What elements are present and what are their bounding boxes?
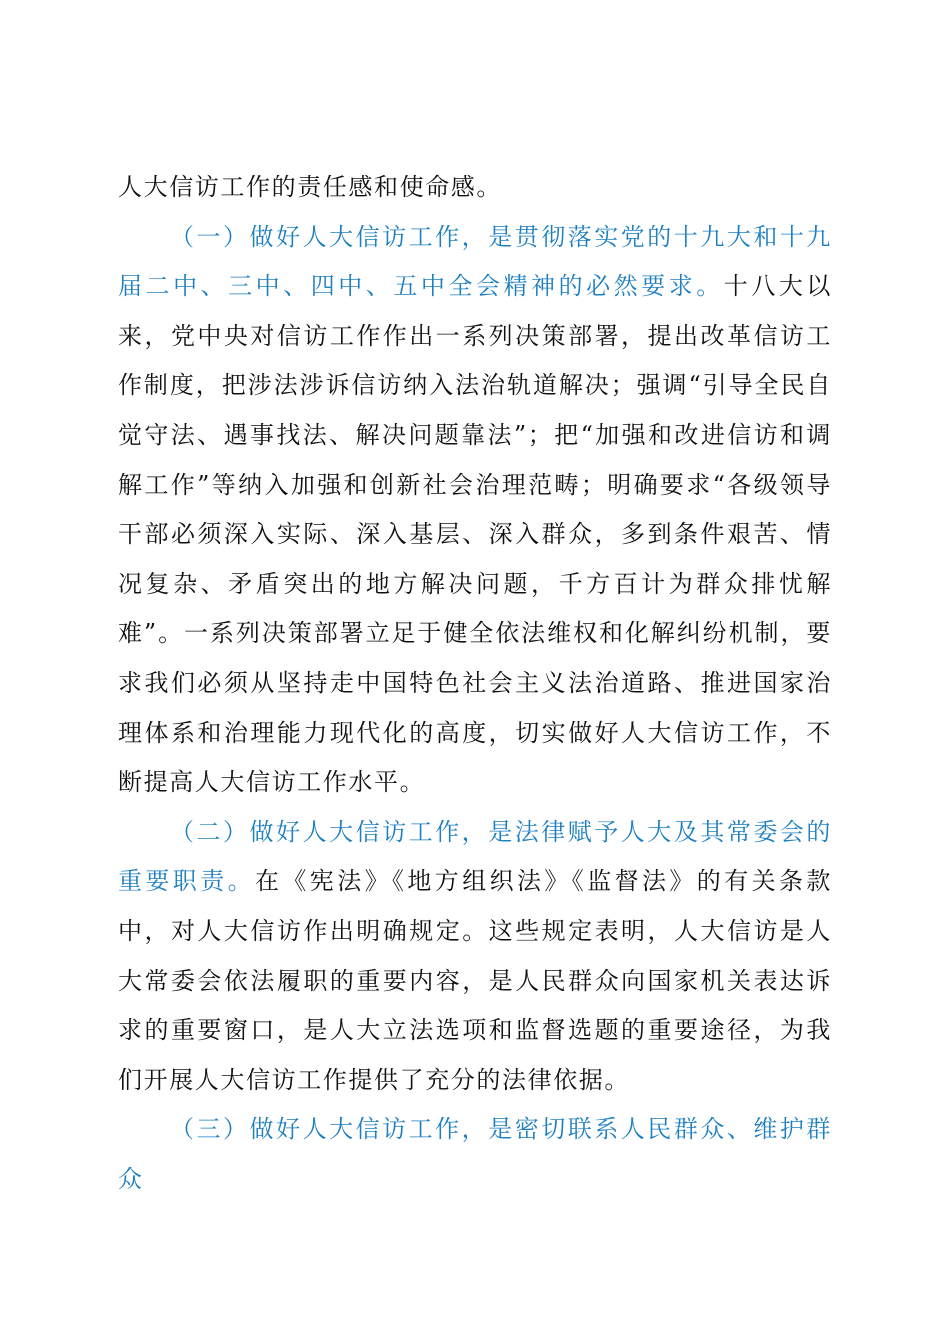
section-heading-2: （二）做好人大信访工作，是法律赋予人大及其常委会的重要职责。 bbox=[118, 817, 832, 896]
paragraph-body: 在《宪法》《地方组织法》《监督法》的有关条款中，对人大信访作出明确规定。这些规定表明，人大信访是人大常委会依法履职的重要内容，是人民群众向国家机关表达诉求的重要窗口，是人大立法选项和监督选题的重要途径，为我们开展人大信访工作提供了充分的法律依据。 bbox=[118, 867, 832, 1094]
document-body bbox=[118, 163, 832, 1204]
paragraph-continuation bbox=[118, 163, 832, 213]
section-heading-3: （三）做好人大信访工作，是密切联系人民群众、维护群众 bbox=[118, 1115, 832, 1193]
paragraph-body: 十八大以来，党中央对信访工作作出一系列决策部署，提出改革信访工作制度，把涉法涉诉信访纳入法治轨道解决；强调“引导全民自觉守法、遇事找法、解决问题靠法”；把“加强和改进信访和调解工作”等纳入加强和创新社会治理范畴；明确要求“各级领导干部必须深入实际、深入基层、深入群众，多到条件艰苦、情况复杂、矛盾突出的地方解决问题，千方百计为群众排忧解难”。一系列决策部署立足于健全依法维权和化解纠纷机制，要求我们必须从坚持走中国特色社会主义法治道路、推进国家治理体系和治理能力现代化的高度，切实做好人大信访工作，不断提高人大信访工作水平。 bbox=[118, 272, 833, 797]
paragraph-body: 人大信访工作的责任感和使命感。 bbox=[118, 173, 502, 201]
section-heading-1: （一）做好人大信访工作，是贯彻落实党的十九大和十九届二中、三中、四中、五中全会精神的必然要求。 bbox=[118, 222, 832, 301]
paragraph-section-3 bbox=[118, 1105, 832, 1204]
paragraph-section-2 bbox=[118, 808, 832, 1106]
paragraph-section-1 bbox=[118, 213, 832, 808]
